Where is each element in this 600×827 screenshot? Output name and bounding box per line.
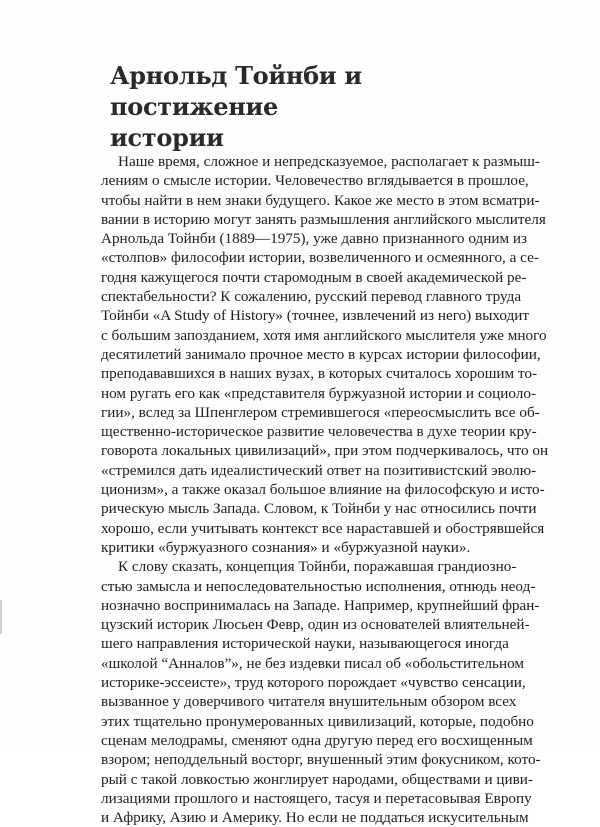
text-line: Наше время, сложное и непредсказуемое, располагает к размыш- <box>118 153 540 170</box>
text-line: К слову сказать, концепция Тойнби, поражавшая грандиозно- <box>118 558 517 576</box>
text-line: лизациями прошлого и настоящего, тасуя и перетасовывая Европу <box>101 789 532 807</box>
text-line: спектабельности? К сожалению, русский перевод главного труда <box>101 288 522 306</box>
text-line: рическую мысль Запада. Словом, к Тойнби у нас относились почти <box>101 500 537 518</box>
text-line: с большим запозданием, хотя имя английского мыслителя уже много <box>101 326 547 344</box>
text-line: рый с такой ловкостью жонглирует народами, обществами и циви- <box>101 770 533 788</box>
text-line: и Африку, Азию и Америку. Но если не поддаться искусительным <box>101 809 529 827</box>
chapter-title <box>110 60 490 153</box>
chapter-title-line: Арнольд Тойнби и постижение <box>110 61 362 121</box>
text-line: ционизм», а также оказал большое влияние на философскую и исто- <box>101 481 545 499</box>
page-edge-mark <box>0 600 2 634</box>
paragraph-1 <box>101 152 549 557</box>
text-line: сценам мелодрамы, сменяют одна другую перед его восхищенным <box>101 731 533 749</box>
text-line: Тойнби «A Study of History» (точнее, извлечений из него) выходит <box>101 307 530 325</box>
text-line: «школой “Анналов”», не без издевки писал об «обольстительном <box>101 654 525 672</box>
text-line: нозначно воспринималась на Западе. Например, крупнейший фран- <box>101 596 540 614</box>
text-line: преподававшихся в наших вузах, в которых считалось хорошим то- <box>101 365 538 383</box>
text-line: годня кажущегося почти старомодным в своей академической ре- <box>101 268 527 286</box>
text-line: десятилетий занимало прочное место в курсах истории философии, <box>101 345 541 363</box>
text-line: взором; неподдельный восторг, внушенный этим фокусником, кото- <box>101 751 541 769</box>
paragraph-2 <box>101 557 541 827</box>
text-line: цузский историк Люсьен Февр, один из основателей влиятельней- <box>101 616 530 634</box>
text-line: лениям о смысле истории. Человечество вглядывается в прошлое, <box>101 172 529 190</box>
text-line: вании в историю могут занять размышления английского мыслителя <box>101 210 546 228</box>
text-line: «стремился дать идеалистический ответ на позитивистский эволю- <box>101 461 537 479</box>
text-line: этих тщательно пронумерованных цивилизаций, которые, подобно <box>101 712 534 730</box>
text-line: Арнольда Тойнби (1889—1975), уже давно признанного одним из <box>101 230 527 248</box>
text-line: гии», вслед за Шпенглером стремившегося «переосмыслить все об- <box>101 403 540 421</box>
body-text <box>101 152 549 827</box>
text-line: вызванное у доверчивого читателя внушительным обзором всех <box>101 693 517 711</box>
text-line: историке-эссеисте», труд которого порождает «чувство сенсации, <box>101 674 526 692</box>
text-line: стью замысла и непоследовательностью исполнения, отнюдь неод- <box>101 577 536 595</box>
text-line: щественно-историческое развитие человечества в духе теории кру- <box>101 423 537 441</box>
text-line: говорота локальных цивилизаций», при этом подчеркивалось, что он <box>101 442 549 460</box>
text-line: шего направления исторической науки, называющегося иногда <box>101 635 509 653</box>
text-line: хорошо, если учитывать контекст все нараставшей и обострявшейся <box>101 519 545 537</box>
text-line: ном ругать его как «представителя буржуазной истории и социоло- <box>101 384 537 402</box>
text-line: «столпов» философии истории, возвеличенного и осмеянного, а се- <box>101 249 539 267</box>
text-line: критики «буржуазного сознания» и «буржуазной науки». <box>101 538 471 556</box>
text-line: чтобы найти в нем знаки будущего. Какое же место в этом всматри- <box>101 191 540 209</box>
chapter-title-line: истории <box>110 123 224 152</box>
